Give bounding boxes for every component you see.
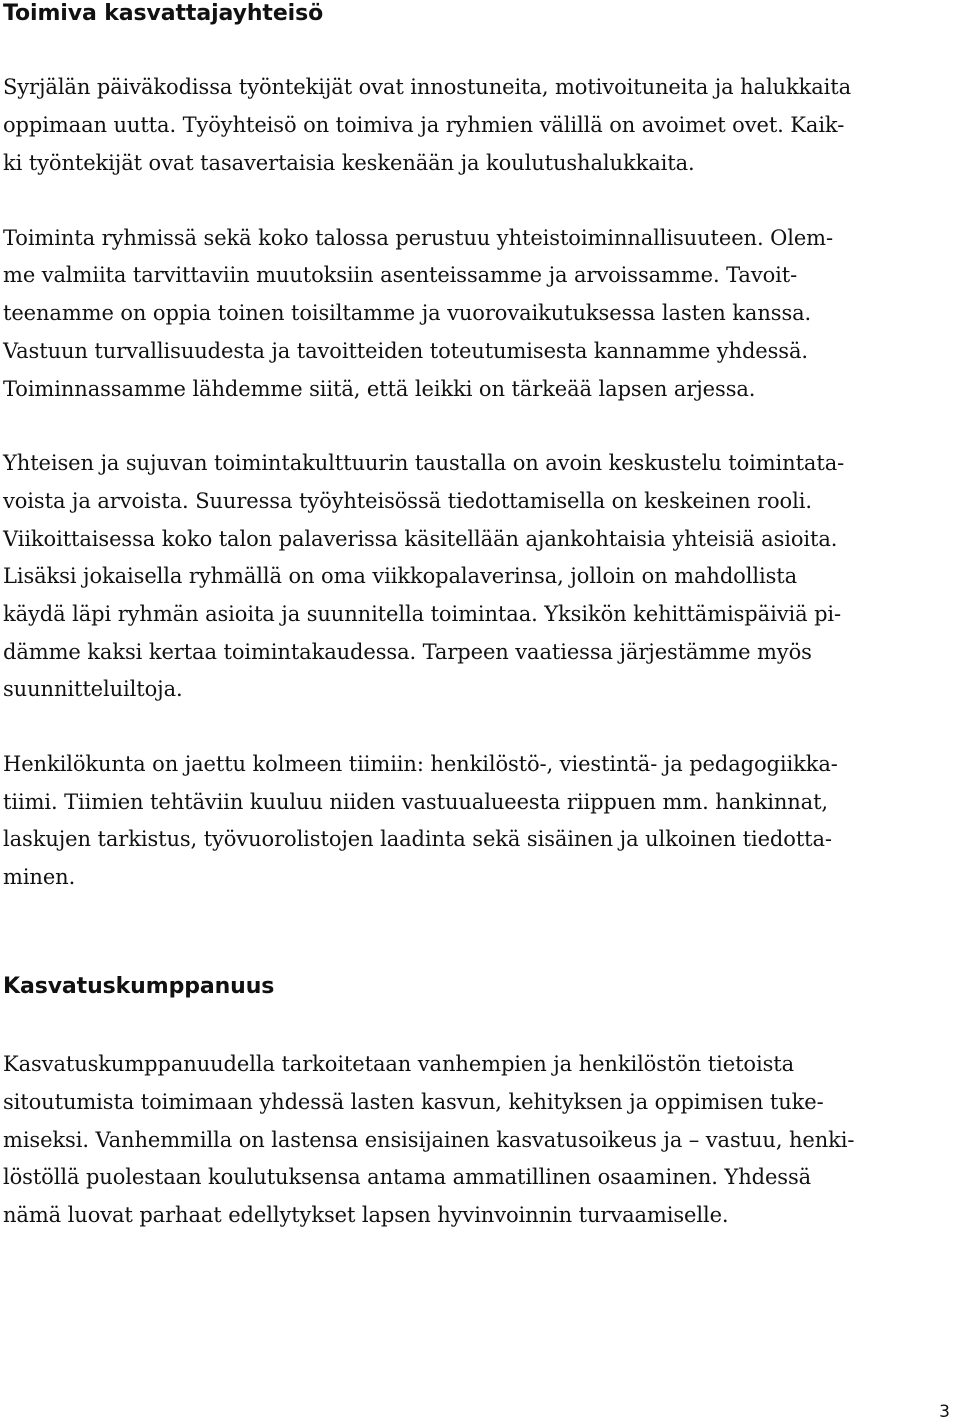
paragraph-line: Viikoittaisessa koko talon palaverissa käsitellään ajankohtaisia yhteisiä asioita. xyxy=(3,527,838,551)
paragraph-line: ki työntekijät ovat tasavertaisia keskenään ja koulutushalukkaita. xyxy=(3,151,695,175)
paragraph-line: nämä luovat parhaat edellytykset lapsen hyvinvoinnin turvaamiselle. xyxy=(3,1203,729,1227)
paragraph-line: Toiminnassamme lähdemme siitä, että leikki on tärkeää lapsen arjessa. xyxy=(3,377,756,401)
paragraph-line: Vastuun turvallisuudesta ja tavoitteiden toteutumisesta kannamme yhdessä. xyxy=(3,339,808,363)
paragraph-line: käydä läpi ryhmän asioita ja suunnitella toimintaa. Yksikön kehittämispäiviä pi- xyxy=(3,602,842,626)
paragraph-line: me valmiita tarvittaviin muutoksiin asenteissamme ja arvoissamme. Tavoit- xyxy=(3,263,798,287)
section-title-kasvatuskumppanuus: Kasvatuskumppanuus xyxy=(3,974,275,999)
paragraph-line: dämme kaksi kertaa toimintakaudessa. Tarpeen vaatiessa järjestämme myös xyxy=(3,640,812,664)
paragraph-line: Lisäksi jokaisella ryhmällä on oma viikkopalaverinsa, jolloin on mahdollista xyxy=(3,564,798,588)
paragraph-line: Yhteisen ja sujuvan toimintakulttuurin taustalla on avoin keskustelu toimintata- xyxy=(3,451,845,475)
paragraph-line: miseksi. Vanhemmilla on lastensa ensisijainen kasvatusoikeus ja – vastuu, henki- xyxy=(3,1128,855,1152)
paragraph-line: voista ja arvoista. Suuressa työyhteisössä tiedottamisella on keskeinen rooli. xyxy=(3,489,812,513)
paragraph-line: oppimaan uutta. Työyhteisö on toimiva ja ryhmien välillä on avoimet ovet. Kaik- xyxy=(3,113,845,137)
paragraph-line: teenamme on oppia toinen toisiltamme ja vuorovaikutuksessa lasten kanssa. xyxy=(3,301,812,325)
paragraph-line: Syrjälän päiväkodissa työntekijät ovat innostuneita, motivoituneita ja halukkaita xyxy=(3,75,852,99)
paragraph-line: Henkilökunta on jaettu kolmeen tiimiin: henkilöstö-, viestintä- ja pedagogiikka- xyxy=(3,752,838,776)
page-number: 3 xyxy=(939,1402,950,1422)
paragraph-line: löstöllä puolestaan koulutuksensa antama ammatillinen osaaminen. Yhdessä xyxy=(3,1165,812,1189)
paragraph-line: laskujen tarkistus, työvuorolistojen laadinta sekä sisäinen ja ulkoinen tiedotta- xyxy=(3,827,832,851)
paragraph-line: Toiminta ryhmissä sekä koko talossa perustuu yhteistoiminnallisuuteen. Olem- xyxy=(3,226,833,250)
paragraph-line: suunnitteluiltoja. xyxy=(3,677,183,701)
paragraph-line: sitoutumista toimimaan yhdessä lasten kasvun, kehityksen ja oppimisen tuke- xyxy=(3,1090,824,1114)
section-title-kasvattajayhteiso: Toimiva kasvattajayhteisö xyxy=(3,1,324,26)
paragraph-line: tiimi. Tiimien tehtäviin kuuluu niiden vastuualueesta riippuen mm. hankinnat, xyxy=(3,790,828,814)
paragraph-line: Kasvatuskumppanuudella tarkoitetaan vanhempien ja henkilöstön tietoista xyxy=(3,1052,795,1076)
paragraph-line: minen. xyxy=(3,865,76,889)
